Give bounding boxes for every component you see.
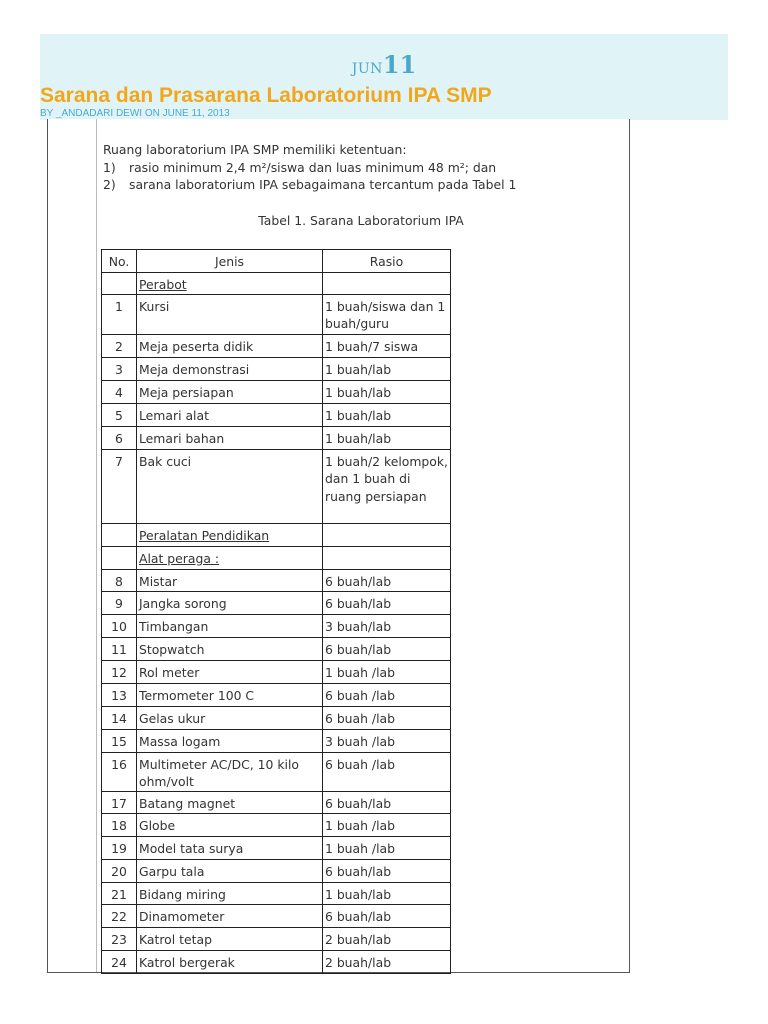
- table-row: [102, 836, 451, 859]
- cell-jenis: [137, 294, 323, 334]
- cell-rasio: [323, 683, 451, 706]
- table-row: [102, 357, 451, 380]
- cell-no: [102, 882, 137, 904]
- cell-jenis-text: Meja persiapan: [139, 384, 234, 400]
- cell-jenis-text: Alat peraga :: [139, 550, 220, 566]
- cell-jenis-text: Gelas ukur: [139, 710, 206, 726]
- intro-item-number: 2): [103, 177, 116, 192]
- cell-rasio-text: 6 buah/lab: [325, 795, 392, 811]
- cell-jenis: [137, 403, 323, 426]
- cell-rasio: [323, 859, 451, 882]
- cell-jenis-text: Meja peserta didik: [139, 338, 254, 354]
- cell-no: [102, 591, 137, 614]
- cell-no-text: 10: [111, 618, 127, 634]
- cell-jenis-text: Bidang miring: [139, 886, 226, 902]
- cell-jenis: [137, 836, 323, 859]
- post-byline[interactable]: BY _ANDADARI DEWI ON JUNE 11, 2013: [40, 108, 230, 119]
- post-date-month: JUN: [351, 61, 383, 77]
- intro-item-text: rasio minimum 2,4 m²/siswa dan luas minimum 48 m²; dan: [129, 159, 497, 175]
- cell-no: [102, 334, 137, 357]
- cell-rasio-text: 6 buah/lab: [325, 595, 392, 611]
- table-section-row: [102, 523, 451, 546]
- post-date: [40, 50, 728, 79]
- cell-jenis: [137, 859, 323, 882]
- table-body: [102, 250, 451, 974]
- intro-item: [103, 159, 516, 177]
- cell-no-text: 22: [111, 908, 127, 924]
- table-row: [102, 683, 451, 706]
- cell-rasio-text: 1 buah/lab: [325, 886, 392, 902]
- cell-jenis-text: Kursi: [139, 298, 170, 314]
- post-header: [40, 34, 728, 120]
- cell-no-text: 7: [115, 453, 123, 469]
- cell-rasio-text: 6 buah /lab: [325, 687, 395, 703]
- cell-jenis: [137, 637, 323, 660]
- cell-no-text: 19: [111, 840, 127, 856]
- cell-rasio-text: 1 buah/7 siswa: [325, 338, 419, 354]
- table-row: [102, 569, 451, 591]
- cell-no: [102, 546, 137, 569]
- cell-no-text: 6: [115, 430, 123, 446]
- cell-jenis: [137, 334, 323, 357]
- cell-rasio-text: 3 buah/lab: [325, 618, 392, 634]
- cell-rasio: [323, 380, 451, 403]
- cell-rasio: [323, 791, 451, 813]
- cell-no-text: 9: [115, 595, 123, 611]
- header-rasio: Rasio: [323, 250, 451, 273]
- cell-jenis-text: Batang magnet: [139, 795, 236, 811]
- page-margin-line: [96, 119, 97, 972]
- cell-rasio-text: 1 buah /lab: [325, 664, 395, 680]
- cell-no-text: 21: [111, 886, 127, 902]
- cell-rasio: [323, 614, 451, 637]
- cell-no: [102, 660, 137, 683]
- cell-no-text: 17: [111, 795, 127, 811]
- cell-rasio: [323, 950, 451, 973]
- cell-rasio-text: 1 buah/lab: [325, 430, 392, 446]
- cell-rasio-text: 6 buah/lab: [325, 908, 392, 924]
- cell-rasio: [323, 591, 451, 614]
- intro-item: [103, 176, 516, 194]
- table-row: [102, 426, 451, 449]
- cell-no-text: 14: [111, 710, 127, 726]
- table-row: [102, 904, 451, 927]
- document-page: [47, 119, 630, 973]
- table-row: [102, 380, 451, 403]
- table-row: [102, 403, 451, 426]
- cell-no: [102, 706, 137, 729]
- cell-rasio-text: 6 buah/lab: [325, 863, 392, 879]
- table-header-row: [102, 250, 451, 273]
- cell-jenis-text: Mistar: [139, 573, 178, 589]
- cell-rasio-text: 1 buah /lab: [325, 840, 395, 856]
- cell-jenis-text: Jangka sorong: [139, 595, 227, 611]
- table-row: [102, 950, 451, 973]
- cell-no: [102, 836, 137, 859]
- cell-jenis: [137, 523, 323, 546]
- cell-jenis: [137, 426, 323, 449]
- cell-jenis-text: Termometer 100 C: [139, 687, 255, 703]
- cell-no: [102, 791, 137, 813]
- cell-jenis: [137, 591, 323, 614]
- table-row: [102, 637, 451, 660]
- cell-jenis-text: Model tata surya: [139, 840, 244, 856]
- cell-rasio-text: 6 buah/lab: [325, 573, 392, 589]
- cell-no: [102, 859, 137, 882]
- cell-rasio-text: 1 buah/lab: [325, 407, 392, 423]
- cell-rasio-text: 2 buah/lab: [325, 931, 392, 947]
- cell-jenis-text: Bak cuci: [139, 453, 192, 469]
- cell-no: [102, 426, 137, 449]
- cell-no: [102, 813, 137, 836]
- cell-jenis: [137, 950, 323, 973]
- cell-jenis-text: Katrol bergerak: [139, 954, 235, 970]
- header-no: No.: [102, 250, 137, 273]
- table-row: [102, 294, 451, 334]
- cell-no-text: 2: [115, 338, 123, 354]
- cell-jenis: [137, 380, 323, 403]
- cell-jenis: [137, 882, 323, 904]
- cell-no: [102, 683, 137, 706]
- cell-no-text: 16: [111, 756, 127, 772]
- cell-jenis: [137, 449, 323, 523]
- cell-jenis: [137, 752, 323, 791]
- cell-jenis-text: Rol meter: [139, 664, 200, 680]
- cell-rasio: [323, 334, 451, 357]
- cell-jenis: [137, 683, 323, 706]
- cell-jenis: [137, 729, 323, 752]
- cell-jenis: [137, 660, 323, 683]
- table-section-row: [102, 273, 451, 295]
- sarana-table: [101, 249, 451, 974]
- intro-text: [103, 141, 516, 194]
- cell-no: [102, 523, 137, 546]
- cell-jenis: [137, 927, 323, 950]
- cell-no: [102, 403, 137, 426]
- cell-jenis-text: Massa logam: [139, 733, 221, 749]
- cell-no-text: 12: [111, 664, 127, 680]
- cell-rasio: [323, 927, 451, 950]
- cell-no-text: 11: [111, 641, 127, 657]
- cell-rasio: [323, 836, 451, 859]
- cell-no-text: 5: [115, 407, 123, 423]
- cell-rasio: [323, 882, 451, 904]
- cell-no: [102, 729, 137, 752]
- table-row: [102, 882, 451, 904]
- table-row: [102, 791, 451, 813]
- cell-jenis-text: Meja demonstrasi: [139, 361, 250, 377]
- post-title[interactable]: Sarana dan Prasarana Laboratorium IPA SMP: [40, 84, 492, 107]
- cell-no: [102, 273, 137, 295]
- intro-line: Ruang laboratorium IPA SMP memiliki ketentuan:: [103, 142, 407, 157]
- cell-jenis-text: Lemari alat: [139, 407, 209, 423]
- table-section-row: [102, 546, 451, 569]
- cell-rasio-text: 1 buah/2 kelompok, dan 1 buah di ruang persiapan: [325, 453, 448, 504]
- cell-jenis-text: Stopwatch: [139, 641, 205, 657]
- table-row: [102, 859, 451, 882]
- cell-rasio: [323, 637, 451, 660]
- cell-rasio-text: 6 buah /lab: [325, 756, 395, 772]
- cell-no: [102, 904, 137, 927]
- cell-no: [102, 380, 137, 403]
- cell-rasio-text: 1 buah/lab: [325, 361, 392, 377]
- table-row: [102, 752, 451, 791]
- cell-rasio: [323, 904, 451, 927]
- cell-rasio: [323, 523, 451, 546]
- cell-rasio: [323, 294, 451, 334]
- cell-no-text: 24: [111, 954, 127, 970]
- cell-rasio: [323, 569, 451, 591]
- cell-rasio: [323, 706, 451, 729]
- cell-rasio-text: 1 buah/siswa dan 1 buah/guru: [325, 298, 446, 331]
- cell-rasio: [323, 660, 451, 683]
- cell-jenis-text: Globe: [139, 817, 176, 833]
- cell-rasio-text: 2 buah/lab: [325, 954, 392, 970]
- table-row: [102, 449, 451, 523]
- cell-jenis: [137, 569, 323, 591]
- cell-no-text: 3: [115, 361, 123, 377]
- cell-jenis-text: Multimeter AC/DC, 10 kilo ohm/volt: [139, 756, 299, 789]
- table-row: [102, 706, 451, 729]
- header-jenis: Jenis: [137, 250, 323, 273]
- cell-no: [102, 294, 137, 334]
- cell-rasio: [323, 546, 451, 569]
- cell-no-text: 18: [111, 817, 127, 833]
- cell-no-text: 1: [115, 298, 123, 314]
- cell-rasio-text: 6 buah /lab: [325, 710, 395, 726]
- cell-no-text: 15: [111, 733, 127, 749]
- table-row: [102, 660, 451, 683]
- cell-no: [102, 637, 137, 660]
- cell-rasio: [323, 729, 451, 752]
- cell-rasio-text: 1 buah/lab: [325, 384, 392, 400]
- cell-jenis-text: Dinamometer: [139, 908, 225, 924]
- cell-jenis: [137, 357, 323, 380]
- cell-no: [102, 950, 137, 973]
- cell-no-text: 23: [111, 931, 127, 947]
- intro-item-number: 1): [103, 159, 116, 175]
- cell-rasio: [323, 752, 451, 791]
- cell-no-text: 8: [115, 573, 123, 589]
- table-row: [102, 334, 451, 357]
- cell-rasio: [323, 403, 451, 426]
- cell-jenis: [137, 273, 323, 295]
- cell-no: [102, 449, 137, 523]
- cell-rasio: [323, 813, 451, 836]
- table-row: [102, 729, 451, 752]
- cell-jenis-text: Katrol tetap: [139, 931, 212, 947]
- table-row: [102, 813, 451, 836]
- cell-no: [102, 569, 137, 591]
- table-row: [102, 614, 451, 637]
- cell-no: [102, 357, 137, 380]
- cell-jenis-text: Garpu tala: [139, 863, 205, 879]
- cell-no: [102, 752, 137, 791]
- cell-jenis: [137, 813, 323, 836]
- cell-no-text: 20: [111, 863, 127, 879]
- cell-no-text: 13: [111, 687, 127, 703]
- cell-jenis-text: Peralatan Pendidikan: [139, 527, 270, 543]
- cell-rasio-text: 3 buah /lab: [325, 733, 395, 749]
- table-caption: Tabel 1. Sarana Laboratorium IPA: [258, 213, 464, 228]
- post-date-day: 11: [382, 50, 417, 79]
- cell-jenis-text: Perabot: [139, 277, 187, 292]
- cell-jenis-text: Timbangan: [139, 618, 209, 634]
- cell-rasio: [323, 426, 451, 449]
- cell-no: [102, 927, 137, 950]
- cell-no-text: 4: [115, 384, 123, 400]
- cell-jenis: [137, 904, 323, 927]
- table-row: [102, 591, 451, 614]
- cell-jenis-text: Lemari bahan: [139, 430, 225, 446]
- cell-jenis: [137, 614, 323, 637]
- cell-jenis: [137, 546, 323, 569]
- cell-jenis: [137, 791, 323, 813]
- table-row: [102, 927, 451, 950]
- cell-rasio-text: 1 buah /lab: [325, 817, 395, 833]
- cell-jenis: [137, 706, 323, 729]
- cell-rasio: [323, 357, 451, 380]
- cell-rasio: [323, 273, 451, 295]
- cell-rasio: [323, 449, 451, 523]
- intro-item-text: sarana laboratorium IPA sebagaimana tercantum pada Tabel 1: [129, 177, 517, 192]
- cell-no: [102, 614, 137, 637]
- cell-rasio-text: 6 buah/lab: [325, 641, 392, 657]
